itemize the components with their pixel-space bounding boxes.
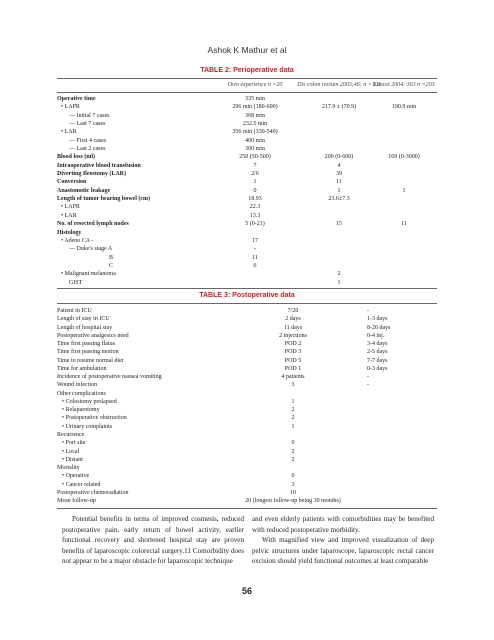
table3-row [57, 472, 437, 480]
running-head: Ashok K Mathur et al [207, 45, 287, 55]
table3-row [57, 324, 437, 332]
table2-row-label: No. of resected lymph nodes [57, 221, 129, 228]
table2-row-label: Intraoperative blood transfusion [57, 162, 141, 169]
table2-row [57, 203, 437, 211]
table2-cell-col1: 22.3 [249, 204, 261, 211]
table3-row [57, 456, 437, 464]
table3-row-label: Time to resume normal diet [57, 357, 124, 364]
table3-cell-col1: 2 [291, 415, 295, 422]
table3-row [57, 423, 437, 431]
table3-cell-col1: 1 [291, 398, 295, 405]
table2-row-label: • LAPR [61, 104, 80, 111]
table3-cell-col1: 1 [291, 423, 295, 430]
table2-row-label: C [109, 262, 114, 269]
table2-header-col1: Own experience n =20 [227, 82, 283, 88]
table2-row [57, 270, 437, 278]
table2-cell-col1: 250 (50-500) [239, 154, 271, 161]
table3-cell-col1: POD 3 [284, 349, 302, 356]
table3-row [57, 448, 437, 456]
table2-cell-col2: 4 [337, 162, 341, 169]
table2-row [57, 145, 437, 153]
table2-cell-col1: 1 [253, 179, 257, 186]
body-right-paragraph-2: With magnified view and improved visualization of deep pelvic structures under laparoscope, laparoscopic rectal cancer excision should yield functional outcomes at least comparable [252, 536, 434, 565]
table3-row-label: • Colostomy prolapsed [62, 398, 117, 405]
table3-row [57, 365, 437, 373]
table3-row [57, 340, 437, 348]
table2-bottom-rule [57, 288, 437, 289]
table3-cell-col1: 10 [290, 489, 296, 496]
table3-cell-col1: 4 patients [281, 374, 305, 381]
table2-row-label: GIST [69, 279, 83, 286]
table2-header-rule [57, 92, 437, 93]
table2-cell-col1: 7 [253, 162, 257, 169]
table2-row-label: • Adeno CA - [61, 237, 94, 244]
table3-row-label: • Cancer related [62, 481, 101, 488]
table2-cell-col1: 11 [252, 254, 258, 261]
table3-cell-col2: - [367, 382, 369, 389]
body-right-paragraph-1: and even elderly patients with comorbidities may be benefited with reduced postoperative morbidity. [252, 515, 434, 534]
table3-row-label: Mortality [57, 465, 80, 472]
table2-cell-col2: 1 [337, 279, 341, 286]
table2-cell-col1: 6 [253, 262, 257, 269]
table3-cell-col2: 7-7 days [367, 357, 388, 364]
table3-row [57, 398, 437, 406]
table2-cell-col2: 200 (0-600) [324, 154, 354, 161]
table3-cell-col2: 0-4 inj. [367, 332, 385, 339]
table3-cell-col1: 0 [291, 473, 295, 480]
table2-cell-col1: 2/6 [251, 171, 259, 178]
table2-row [57, 245, 437, 253]
table2-row-label: • LAR [61, 212, 77, 219]
table2-row [57, 195, 437, 203]
table3-cell-col1: POD 5 [284, 357, 302, 364]
table3-cell-col1: 2 days [285, 316, 301, 323]
table2-row [57, 162, 437, 170]
table3-row [57, 431, 437, 439]
table3-row-label: • Local [62, 448, 80, 455]
table2-top-rule [57, 78, 437, 79]
table2-row [57, 112, 437, 120]
table3-cell-col2: 3-4 days [367, 341, 388, 348]
table2-caption: TABLE 2: Perioperative data [200, 67, 294, 74]
table3-row-label: Length of stay in ICU [57, 316, 110, 323]
table2-row [57, 237, 437, 245]
table3-cell-col1: 0 [291, 440, 295, 447]
table2-row [57, 137, 437, 145]
table3-row-label: • Postoperative obstruction [62, 415, 127, 422]
table2-row-label: • LAR [61, 129, 77, 136]
table2-cell-col1: 400 min [245, 137, 265, 144]
table3-row [57, 464, 437, 472]
table2-row-label: — Last 2 cases [69, 146, 106, 153]
table3-row-label: Postoperative analgesics need [57, 332, 129, 339]
table2-row-label: Conversion [57, 179, 87, 186]
table2-row [57, 128, 437, 136]
table3-row-label: Length of hospital stay [57, 324, 113, 331]
table3-row-label: Time first passing motion [57, 349, 119, 356]
table3-cell-col2: - [367, 308, 369, 314]
table3-cell-col1: 7/20 [287, 308, 299, 314]
table3-cell-col1: 20 (longest follow-up being 30 months) [245, 498, 341, 505]
table3-cell-col1: POD 1 [284, 365, 302, 372]
table2-row-label: Histology [57, 229, 82, 236]
table3-row [57, 489, 437, 497]
table3-row [57, 390, 437, 398]
table3-caption: TABLE 3: Postoperative data [199, 292, 295, 299]
table2-row-label: • Malignant melanoma [61, 271, 116, 278]
table3-row-label: Time first passing flatus [57, 341, 115, 348]
table2-cell-col1: - [254, 246, 256, 253]
table3-row [57, 373, 437, 381]
table3-body [57, 307, 437, 505]
table3-row [57, 414, 437, 422]
table3-row-label: Time for ambulation [57, 365, 107, 372]
table2-row-label: Operative time [57, 96, 96, 102]
table2-row-label: Diverting Ileostomy (LAR) [57, 171, 126, 178]
table2-cell-col2: 15 [336, 221, 342, 228]
table3-row-label: Other complications [57, 390, 106, 397]
table3-top-rule [57, 303, 437, 304]
table3-cell-col2: 8-20 days [367, 324, 391, 331]
table3-row-label: Patient in ICU [57, 308, 92, 314]
table2-cell-col1: 5 (0-21) [245, 221, 265, 228]
table3-row-label: • Urinary complaints [62, 423, 113, 430]
table3-row [57, 406, 437, 414]
table2-cell-col2: 39 [336, 171, 342, 178]
table3-row [57, 481, 437, 489]
table3-cell-col1: 3 [291, 382, 295, 389]
table2-cell-col3: 11 [401, 221, 407, 228]
table2-cell-col1: 296 min (180-600) [232, 104, 278, 111]
table3-cell-col1: 3 [291, 481, 295, 488]
table2-row [57, 212, 437, 220]
table2-row-label: — Last 7 cases [69, 121, 106, 128]
table2-row-label: — Initial 7 cases [69, 112, 110, 119]
table3-cell-col1: 2 [291, 448, 295, 455]
table2-row [57, 153, 437, 161]
table2-row [57, 220, 437, 228]
table3-row-label: Mean follow-up [57, 498, 96, 505]
table2-row [57, 187, 437, 195]
table3-row [57, 315, 437, 323]
table3-row-label: • Relaparotomy [62, 407, 100, 414]
body-column-right [252, 514, 434, 567]
table2-row [57, 229, 437, 237]
table2-cell-col1: 368 min [245, 112, 265, 119]
table2-cell-col1: 356 min (330-540) [232, 129, 278, 136]
table2-cell-col2: 2 [337, 271, 341, 278]
page-number: 56 [241, 586, 252, 596]
table2-row [57, 120, 437, 128]
table2-body [57, 95, 437, 287]
table3-row-label: • Operative [62, 473, 90, 480]
table3-row [57, 348, 437, 356]
table2-cell-col3: 190.9 min [391, 104, 417, 111]
table3-cell-col2: 2-5 days [367, 349, 388, 356]
table2-row [57, 103, 437, 111]
table2-cell-col1: 18.93 [248, 196, 262, 203]
table2-row-label: Blood loss (ml) [57, 154, 96, 161]
table2-row [57, 279, 437, 287]
table2-row [57, 254, 437, 262]
table2-row-label: — Duke's stage A [69, 246, 113, 253]
table3-row [57, 497, 437, 505]
table2-cell-col1: 335 min [245, 96, 265, 102]
table2-header-col3: Lancet 2004: 363 n =203 [373, 82, 435, 88]
table2-cell-col3: 1 [402, 187, 406, 194]
table3-cell-col2: 1-3 days [367, 316, 388, 323]
table2-row-label: Anastomotic leakage [57, 187, 111, 194]
table3-cell-col1: 2 [291, 407, 295, 414]
table2-header-col2: Dis colon rectum 2003;46: n =101 [297, 82, 381, 88]
table3-cell-col2: 0-3 days [367, 365, 388, 372]
table3-cell-col2: - [367, 374, 369, 381]
table2-row-label: Length of tumor bearing bowel (cm) [57, 196, 151, 203]
table2-row-label: B [109, 254, 114, 261]
table3-cell-col1: 2 injections [279, 332, 307, 339]
table2-cell-col1: 232.5 min [242, 121, 268, 128]
body-column-left [62, 514, 244, 567]
table3-row [57, 307, 437, 315]
table3-row [57, 439, 437, 447]
table3-row-label: Incidence of postoperative nausea vomiting [57, 374, 162, 381]
table3-row-label: • Distant [62, 456, 83, 463]
body-left-paragraph: Potential benefits in terms of improved cosmesis, reduced postoperative pain, early return of bowel activity, earlier functional recovery and shortened hospital stay are proven benefits of laparoscopic colorectal surgery.11 Comorbidity does not appear to be a major obstacle for laparoscopic technique [62, 515, 244, 565]
table3-cell-col1: 11 days [283, 324, 303, 331]
table3-row [57, 381, 437, 389]
table2-row [57, 170, 437, 178]
table2-row [57, 95, 437, 103]
table2-cell-col1: 300 min [245, 146, 265, 153]
table3-bottom-rule [57, 508, 437, 509]
table2-cell-col1: 13.3 [249, 212, 261, 219]
table2-row-label: • LAPR [61, 204, 80, 211]
table2-cell-col3: 169 (0-3000) [388, 154, 420, 161]
table2-row [57, 178, 437, 186]
table3-cell-col1: 2 [291, 456, 295, 463]
table3-row-label: • Port site [62, 440, 86, 447]
table2-header [57, 81, 437, 91]
table2-cell-col1: 0 [253, 187, 257, 194]
table2-cell-col2: 217.9 ± (70.9) [321, 104, 357, 111]
table3-row [57, 357, 437, 365]
table2-cell-col2: 1 [337, 187, 341, 194]
table2-cell-col2: 11 [336, 179, 342, 186]
table2-cell-col1: 17 [252, 237, 258, 244]
table3-row-label: Wound infection [57, 382, 98, 389]
table2-cell-col2: 23.6±7.3 [328, 196, 350, 203]
table3-row [57, 332, 437, 340]
table2-row [57, 262, 437, 270]
table2-row-label: — First 4 cases [69, 137, 107, 144]
table3-cell-col1: POD 2 [284, 341, 302, 348]
table3-row-label: Recurrence [57, 431, 85, 438]
table3-row-label: Postoperative chemoradiation [57, 489, 129, 496]
